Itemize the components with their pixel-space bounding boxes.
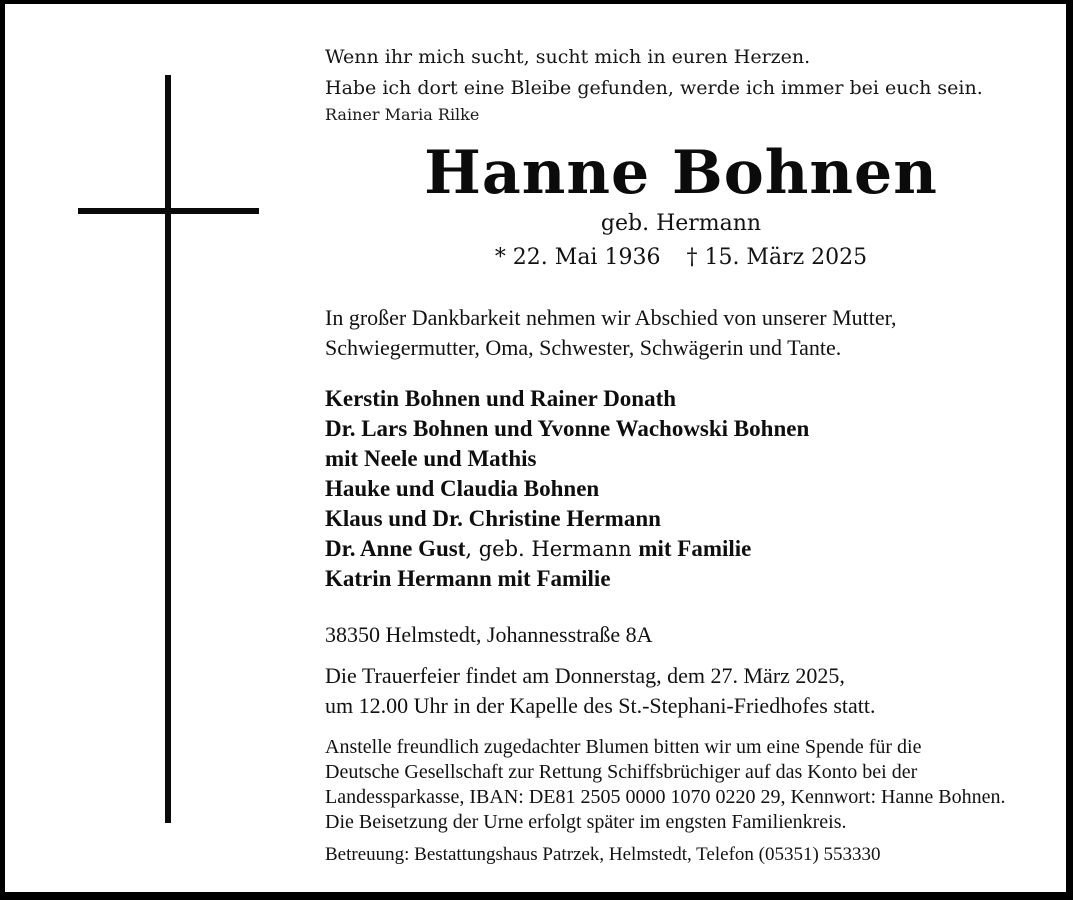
donation-line: Die Beisetzung der Urne erfolgt später im engsten Familienkreis. — [325, 811, 847, 833]
epigraph-line: Habe ich dort eine Bleibe gefunden, werde ich immer bei euch sein. — [325, 77, 983, 99]
mourner-line: mit Neele und Mathis — [325, 446, 537, 471]
maiden-name: geb. Hermann — [600, 211, 762, 236]
mourners-list — [325, 384, 1037, 594]
donation-paragraph — [325, 735, 1037, 835]
farewell-line: Schwiegermutter, Oma, Schwester, Schwägerin und Tante. — [325, 335, 842, 360]
donation-line: Anstelle freundlich zugedachter Blumen bitten wir um eine Spende für die — [325, 736, 922, 758]
donation-line: Deutsche Gesellschaft zur Rettung Schiffsbrüchiger auf das Konto bei der — [325, 761, 918, 783]
mourner-maiden-note: , geb. Hermann — [465, 537, 639, 561]
life-dates — [325, 245, 1037, 271]
mourner-name: Dr. Anne Gust — [325, 536, 466, 561]
farewell-line: In großer Dankbarkeit nehmen wir Abschied von unserer Mutter, — [325, 305, 897, 330]
death-date: † 15. März 2025 — [686, 245, 868, 270]
farewell-paragraph — [325, 303, 1037, 363]
service-paragraph — [325, 661, 1037, 721]
mourner-line: Katrin Hermann mit Familie — [325, 566, 611, 591]
notice-content — [325, 42, 1037, 866]
cross-icon-vertical-bar — [165, 75, 171, 823]
mourner-line-mixed — [325, 534, 1037, 564]
mourner-line: Dr. Lars Bohnen und Yvonne Wachowski Bohnen — [325, 416, 810, 441]
mourner-line: Kerstin Bohnen und Rainer Donath — [325, 386, 677, 411]
mourner-family-note: mit Familie — [638, 536, 752, 561]
epigraph-line: Wenn ihr mich sucht, sucht mich in euren Herzen. — [325, 46, 811, 68]
epigraph — [325, 42, 1037, 125]
cross-icon-horizontal-bar — [78, 208, 259, 214]
birth-date: * 22. Mai 1936 — [494, 245, 661, 270]
epigraph-attribution: Rainer Maria Rilke — [325, 105, 480, 124]
donation-line: Landessparkasse, IBAN: DE81 2505 0000 1070 0220 29, Kennwort: Hanne Bohnen. — [325, 786, 1006, 808]
mourner-line: Klaus und Dr. Christine Hermann — [325, 506, 661, 531]
service-line: Die Trauerfeier findet am Donnerstag, dem 27. März 2025, — [325, 663, 845, 688]
deceased-name: Hanne Bohnen — [424, 138, 938, 208]
funeral-home-line: Betreuung: Bestattungshaus Patrzek, Helmstedt, Telefon (05351) 553330 — [325, 844, 881, 865]
mourner-line: Hauke und Claudia Bohnen — [325, 476, 600, 501]
address-line: 38350 Helmstedt, Johannesstraße 8A — [325, 622, 653, 647]
service-line: um 12.00 Uhr in der Kapelle des St.-Stephani-Friedhofes statt. — [325, 693, 876, 718]
